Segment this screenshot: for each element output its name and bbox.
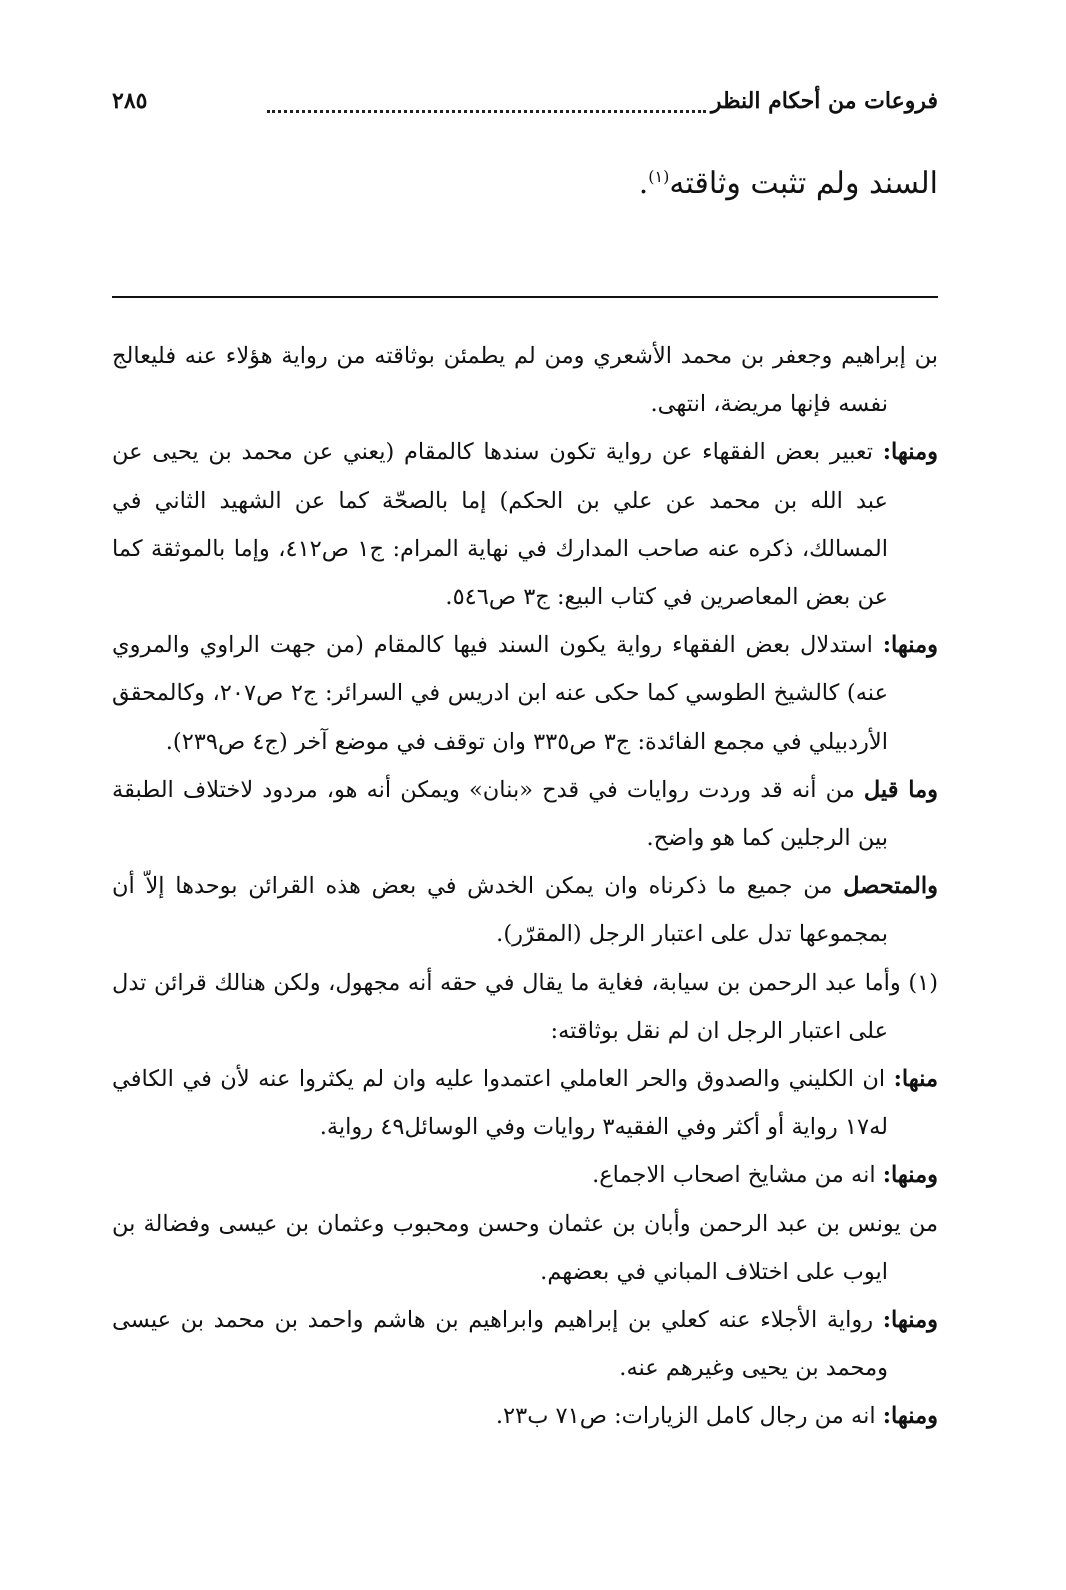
main-text bbox=[639, 166, 938, 201]
footnote-paragraph: ومنها: انه من رجال كامل الزيارات: ص٧١ ب٢٣. bbox=[495, 1403, 938, 1430]
running-title: فروعات من أحكام النظر bbox=[710, 88, 938, 114]
footnote-paragraph: وما قيل من أنه قد وردت روايات في قدح «بنان» ويمكن أنه هو، مردود لاختلاف الطبقة بين الرجلين كما هو واضح. bbox=[112, 776, 938, 852]
page-number: ٢٨٥ bbox=[112, 88, 148, 114]
footnote-paragraph: ومنها: انه من مشايخ اصحاب الاجماع. bbox=[592, 1162, 938, 1189]
footnote-paragraph: ومنها: تعبير بعض الفقهاء عن رواية تكون سندها كالمقام (يعني عن محمد بن يحيى عن عبد الله بن محمد عن علي بن الحكم) إما بالصحّة كما عن الشهيد الثاني في المسالك، ذكره عنه صاحب المدارك في نهاية المرام: ج١ ص٤١٢، وإما بالموثقة كما عن بعض المعاصرين في كتاب البيع: ج٣ ص٥٤٦. bbox=[112, 439, 938, 611]
main-text-line: السند ولم تثبت وثاقته bbox=[669, 166, 938, 201]
footnote-paragraph: ومنها: استدلال بعض الفقهاء رواية يكون السند فيها كالمقام (من جهت الراوي والمروي عنه) كالشيخ الطوسي كما حكى عنه ابن ادريس في السرائر: ج٢ ص٢٠٧، وكالمحقق الأردبيلي في مجمع الفائدة: ج٣ ص٣٣٥ وان توقف في موضع آخر (ج٤ ص٢٣٩). bbox=[112, 632, 938, 755]
end-punctuation: . bbox=[638, 166, 649, 201]
dotted-leader bbox=[267, 110, 706, 113]
footnote-paragraph: من يونس بن عبد الرحمن وأبان بن عثمان وحسن ومحبوب وعثمان بن عيسى وفضالة بن ايوب على اختلاف المباني في بعضهم. bbox=[112, 1210, 938, 1285]
page-header bbox=[112, 78, 938, 128]
footnote-paragraph: ومنها: رواية الأجلاء عنه كعلي بن إبراهيم وابراهيم بن هاشم واحمد بن محمد بن عيسى ومحمد بن يحيى وغيرهم عنه. bbox=[112, 1307, 938, 1382]
footnote-paragraph: والمتحصل من جميع ما ذكرناه وان يمكن الخدش في بعض هذه القرائن بوحدها إلاّ أن بمجموعها تدل على اعتبار الرجل (المقرّر). bbox=[112, 873, 938, 948]
footnote-separator bbox=[112, 296, 938, 298]
footnote-marker: (١) bbox=[648, 167, 670, 186]
footnote-paragraph: منها: ان الكليني والصدوق والحر العاملي اعتمدوا عليه وان لم يكثروا عنه لأن في الكافي له١٧ رواية أو أكثر وفي الفقيه٣ روايات وفي الوسائل٤٩ رواية. bbox=[112, 1066, 938, 1141]
footnotes bbox=[112, 332, 938, 1441]
footnote-paragraph: بن إبراهيم وجعفر بن محمد الأشعري ومن لم يطمئن بوثاقته من رواية هؤلاء عنه فليعالج نفسه فإنها مريضة، انتهى. bbox=[112, 343, 938, 418]
footnote-paragraph: (١) وأما عبد الرحمن بن سيابة، فغاية ما يقال في حقه أنه مجهول، ولكن هنالك قرائن تدل على اعتبار الرجل ان لم نقل بوثاقته: bbox=[112, 969, 938, 1044]
